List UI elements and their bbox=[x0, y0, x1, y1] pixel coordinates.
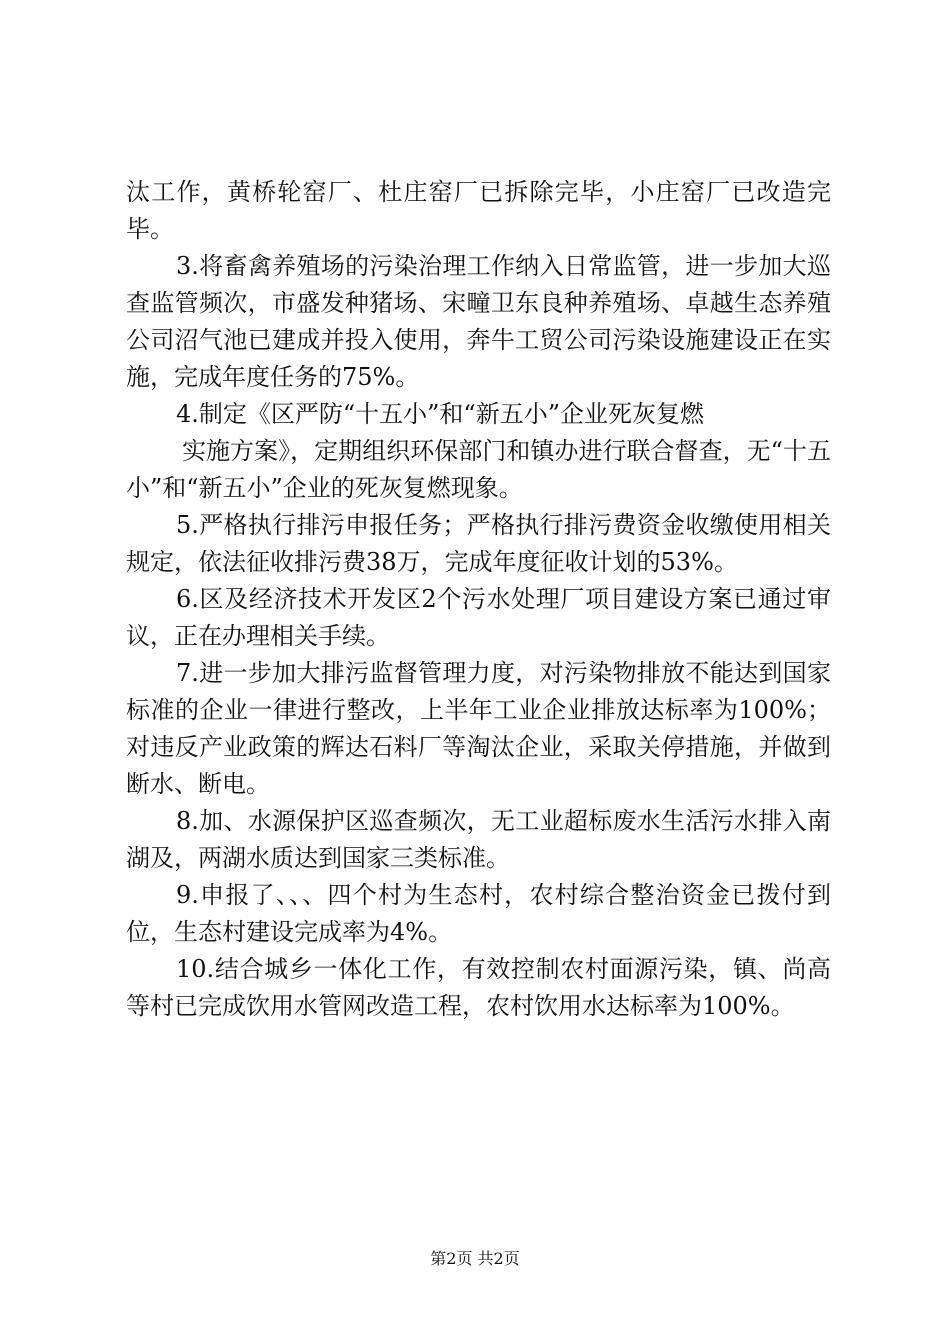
paragraph-item-4: 实施方案》，定期组织环保部门和镇办进行联合督查，无“十五小”和“新五小”企业的死灰复燃现象。 bbox=[126, 437, 831, 502]
paragraph-item-8: 8.加、水源保护区巡查频次，无工业超标废水生活污水排入南湖及，两湖水质达到国家三类标准。 bbox=[126, 807, 831, 872]
paragraph-item-6: 6.区及经济技术开发区2个污水处理厂项目建设方案已通过审议，正在办理相关手续。 bbox=[126, 585, 831, 650]
paragraph-item-5: 5.严格执行排污申报任务；严格执行排污费资金收缴使用相关规定，依法征收排污费38万，完成年度征收计划的53%。 bbox=[126, 511, 831, 576]
document-body bbox=[126, 174, 831, 1025]
paragraph-item-10: 10.结合城乡一体化工作，有效控制农村面源污染，镇、尚高等村已完成饮用水管网改造工程，农村饮用水达标率为100%。 bbox=[126, 955, 831, 1020]
page-footer: 第2页 共2页 bbox=[430, 1249, 520, 1268]
paragraph-item-7: 7.进一步加大排污监督管理力度，对污染物排放不能达到国家标准的企业一律进行整改，上半年工业企业排放达标率为100%；对违反产业政策的辉达石料厂等淘汰企业，采取关停措施，并做到断水、断电。 bbox=[126, 659, 831, 798]
paragraph-item-4-heading: 4.制定《区严防“十五小”和“新五小”企业死灰复燃 bbox=[176, 400, 704, 428]
paragraph-item-3: 3.将畜禽养殖场的污染治理工作纳入日常监管，进一步加大巡查监管频次，市盛发种猪场、宋疃卫东良种养殖场、卓越生态养殖公司沼气池已建成并投入使用，奔牛工贸公司污染设施建设正在实施，完成年度任务的75%。 bbox=[126, 252, 831, 391]
paragraph-item-9: 9.申报了、、、四个村为生态村，农村综合整治资金已拨付到位，生态村建设完成率为4%。 bbox=[126, 881, 831, 946]
paragraph-continuation: 汰工作，黄桥轮窑厂、杜庄窑厂已拆除完毕，小庄窑厂已改造完毕。 bbox=[126, 178, 831, 243]
